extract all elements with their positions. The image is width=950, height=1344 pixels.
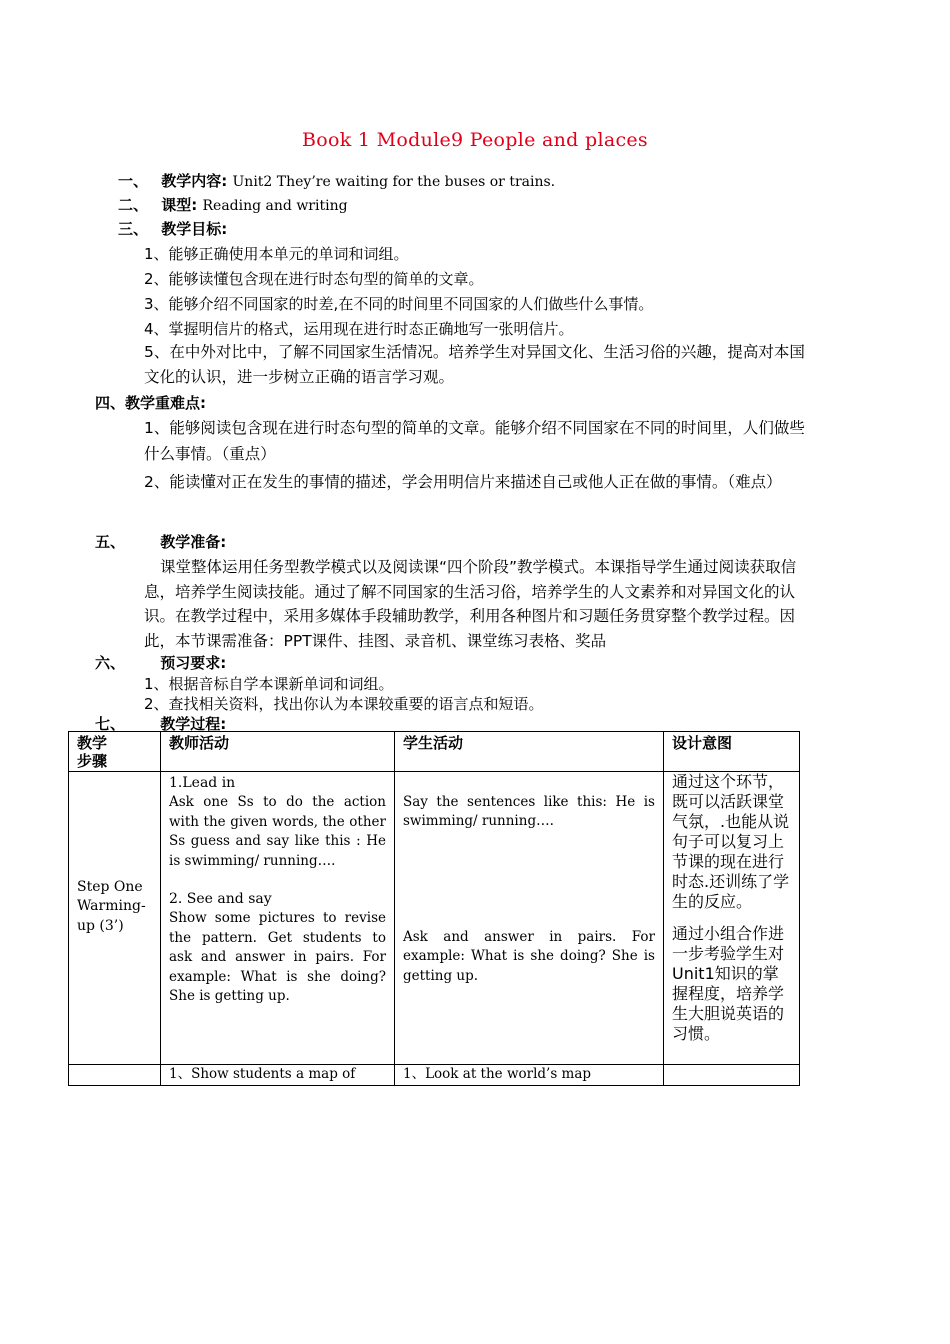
key-point-item: 1、能够阅读包含现在进行时态句型的简单的文章。能够介绍不同国家在不同的时间里，人们做些什么事情。（重点）	[144, 419, 805, 463]
teacher-activity-cell: 1、Show students a map of	[161, 1065, 395, 1086]
section-colon: :	[221, 220, 228, 238]
table-header-row	[69, 732, 800, 772]
section-label: 课型	[161, 196, 192, 214]
section-label: 教学目标	[161, 220, 222, 238]
objective-item: 1、能够正确使用本单元的单词和词组。	[144, 245, 409, 263]
section-number: 一、	[118, 172, 149, 190]
section-objectives	[118, 218, 227, 239]
section-label: 教学准备	[160, 533, 221, 551]
activity-text: Show some pictures to revise the pattern. Get students to ask and answer in pairs. For example: What is she doing? She is getting up.	[169, 910, 386, 1005]
student-activity-cell: 1、Look at the world’s map	[395, 1065, 664, 1086]
section-preparation	[95, 531, 226, 552]
section-colon: :	[191, 196, 198, 214]
section-label: 教学内容	[161, 172, 222, 190]
intent-text: 通过这个环节，既可以活跃课堂气氛，.也能从说句子可以复习上节课的现在进行时态.还训练了学生的反应。	[672, 772, 790, 911]
section-number: 六、	[95, 654, 126, 672]
section-key-points	[95, 392, 206, 413]
intent-cell	[664, 1065, 800, 1086]
section-label: 预习要求	[160, 654, 221, 672]
header-step: 教学步骤	[69, 732, 161, 772]
objective-item: 3、能够介绍不同国家的时差,在不同的时间里不同国家的人们做些什么事情。	[144, 295, 654, 313]
page-title: Book 1 Module9 People and places	[302, 129, 648, 151]
process-table	[68, 731, 800, 1086]
student-text: Ask and answer in pairs. For example: What is she doing? She is getting up.	[403, 928, 655, 984]
objective-item: 5、在中外对比中，了解不同国家生活情况。培养学生对异国文化、生活习俗的兴趣，提高对本国文化的认识，进一步树立正确的语言学习观。	[144, 343, 805, 386]
student-activity-cell	[395, 772, 664, 1065]
objective-item: 2、能够读懂包含现在进行时态句型的简单的文章。	[144, 270, 484, 288]
preview-item: 2、查找相关资料，找出你认为本课较重要的语言点和短语。	[144, 695, 544, 713]
activity-heading: 2. See and say	[169, 891, 272, 908]
intent-cell	[664, 772, 800, 1065]
key-point-item: 2、能读懂对正在发生的事情的描述，学会用明信片来描述自己或他人正在做的事情。（难点）	[144, 473, 782, 491]
activity-text: Ask one Ss to do the action with the given words, the other Ss guess and say like this : He is swimming/ running….	[169, 794, 386, 869]
intent-text: 通过小组合作进一步考验学生对Unit1知识的掌握程度，培养学生大胆说英语的习惯。	[672, 924, 785, 1043]
preview-item: 1、根据音标自学本课新单词和词组。	[144, 675, 394, 693]
section-number: 二、	[118, 196, 149, 214]
header-teacher: 教师活动	[161, 732, 395, 772]
section-number: 七、	[95, 715, 126, 733]
section-colon: :	[220, 533, 227, 551]
section-type	[118, 194, 348, 215]
section-content	[118, 170, 555, 191]
table-row	[69, 772, 800, 1065]
section-value: Reading and writing	[202, 198, 348, 214]
section-label: 教学过程	[160, 715, 221, 733]
teacher-activity-cell	[161, 772, 395, 1065]
step-cell: Step One Warming-up (3’)	[69, 772, 161, 1065]
section-colon: :	[200, 394, 207, 412]
header-intent: 设计意图	[664, 732, 800, 772]
objective-item: 4、掌握明信片的格式，运用现在进行时态正确地写一张明信片。	[144, 320, 574, 338]
section-colon: :	[220, 715, 227, 733]
section-colon: :	[221, 172, 228, 190]
section-colon: :	[220, 654, 227, 672]
step-cell	[69, 1065, 161, 1086]
preparation-text: 课堂整体运用任务型教学模式以及阅读课“四个阶段”教学模式。本课指导学生通过阅读获取信息，培养学生阅读技能。通过了解不同国家的生活习俗，培养学生的人文素养和对异国文化的认识。在教学过程中，采用多媒体手段辅助教学，利用各种图片和习题任务贯穿整个教学过程。因此，本节课需准备：PPT课件、挂图、录音机、课堂练习表格、奖品	[144, 558, 797, 650]
section-label: 四、教学重难点	[95, 394, 201, 412]
table-row	[69, 1065, 800, 1086]
student-text: Say the sentences like this: He is swimming/ running….	[403, 794, 655, 830]
section-preview	[95, 652, 226, 673]
section-number: 三、	[118, 220, 149, 238]
section-number: 五、	[95, 533, 126, 551]
activity-heading: 1.Lead in	[169, 775, 236, 791]
section-value: Unit2 They’re waiting for the buses or trains.	[232, 174, 556, 190]
header-student: 学生活动	[395, 732, 664, 772]
